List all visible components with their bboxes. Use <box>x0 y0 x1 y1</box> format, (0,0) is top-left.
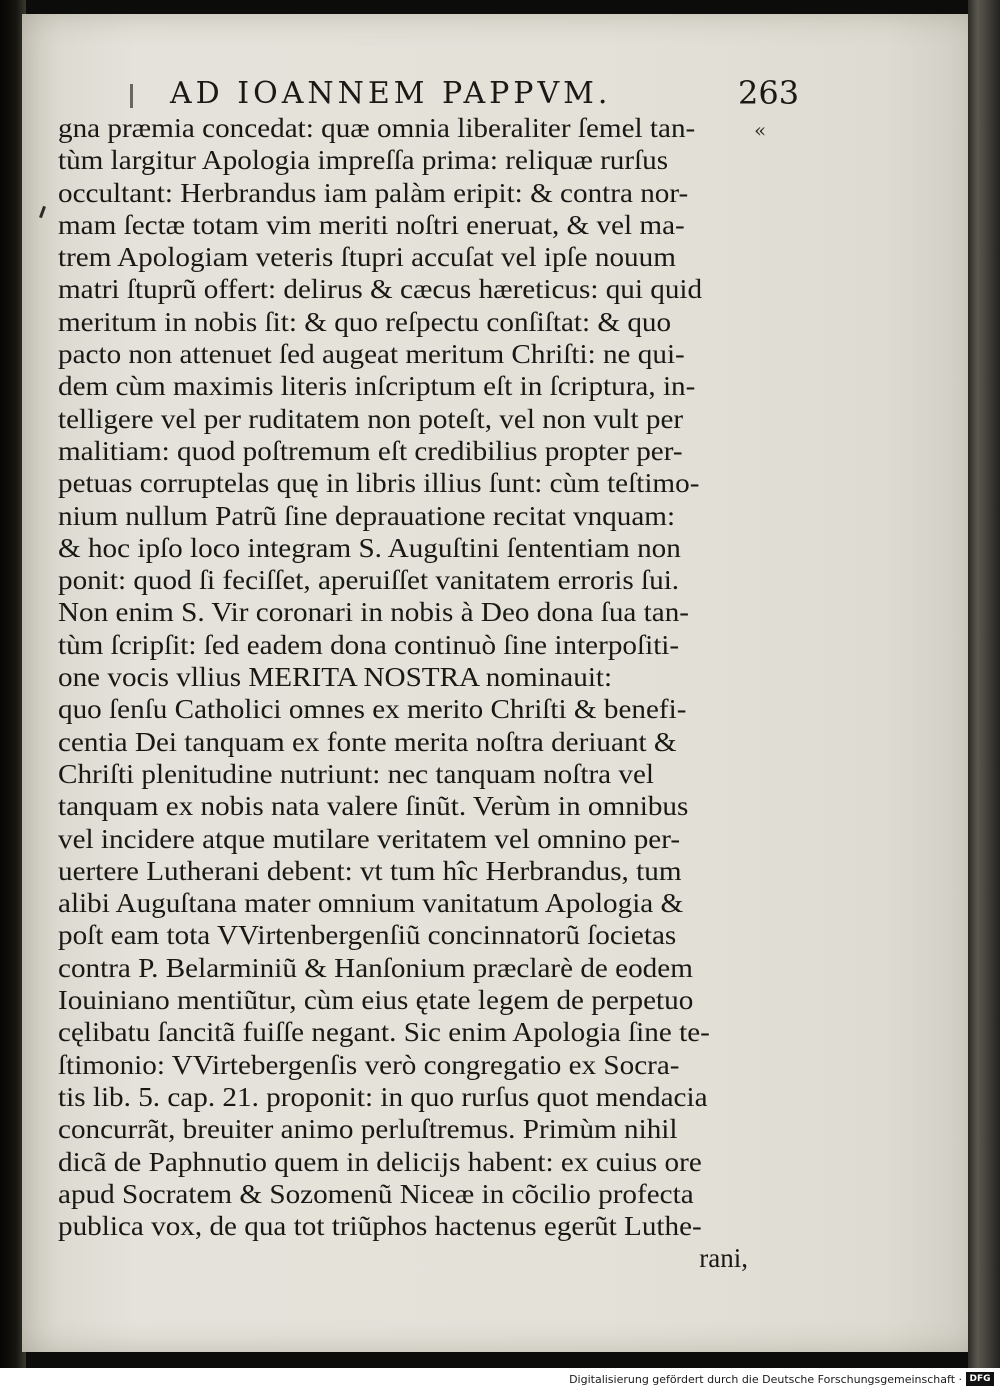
text-line: dicã de Paphnutio quem in delicijs habent: ex cuius ore <box>58 1146 702 1177</box>
text-line: ponit: quod ſi feciſſet, aperuiſſet vanitatem erroris ſui. <box>58 565 680 596</box>
text-line: occultant: Herbrandus iam palàm eripit: & contra nor- <box>58 177 689 208</box>
footer-bar <box>0 1368 1000 1391</box>
text-line: Chriſti plenitudine nutriunt: nec tanquam noſtra vel <box>58 758 655 789</box>
dfg-logo: DFG <box>966 1372 994 1386</box>
text-line: concurrãt, breuiter animo perluſtremus. Primùm nihil <box>58 1114 678 1145</box>
text-line: uertere Lutherani debent: vt tum hîc Herbrandus, tum <box>58 855 682 886</box>
text-line: tis lib. 5. cap. 21. proponit: in quo rurſus quot mendacia <box>58 1081 708 1112</box>
text-line: publica vox, de qua tot triũphos hactenus egerũt Luthe- <box>58 1211 702 1242</box>
running-title: AD IOANNEM PAPPVM. <box>170 76 612 111</box>
text-line: poſt eam tota VVirtenbergenſiũ concinnatorũ ſocietas <box>58 920 677 951</box>
header-mark <box>130 84 133 108</box>
text-line: telligere vel per ruditatem non poteſt, vel non vult per <box>58 403 684 434</box>
text-line: tùm ſcripſit: ſed eadem dona continuò ſine interpoſiti- <box>58 629 680 660</box>
funding-credit: Digitalisierung gefördert durch die Deutsche Forschungsgemeinschaft · <box>569 1373 962 1386</box>
text-line: nium nullum Patrũ ſine deprauatione recitat vnquam: <box>58 500 676 531</box>
catchword: rani, <box>699 1243 748 1274</box>
body-text <box>58 112 748 1275</box>
scan-right-edge <box>968 0 1000 1368</box>
text-line: ſtimonio: VVirtebergenſis verò congregatio ex Socra- <box>58 1049 680 1080</box>
text-line: one vocis vllius MERITA NOSTRA nominauit: <box>58 662 613 693</box>
text-line: alibi Auguſtana mater omnium vanitatum Apologia & <box>58 888 684 919</box>
text-line: tùm largitur Apologia impreſſa prima: reliquæ rurſus <box>58 145 669 176</box>
text-line: pacto non attenuet ſed augeat meritum Chriſti: ne qui- <box>58 339 685 370</box>
text-line: centia Dei tanquam ex fonte merita noſtra deriuant & <box>58 726 677 757</box>
text-line: trem Apologiam veteris ſtupri accuſat vel ipſe nouum <box>58 242 676 273</box>
text-line: vel incidere atque mutilare veritatem vel omnino per- <box>58 823 681 854</box>
text-line: cęlibatu ſancitã fuiſſe negant. Sic enim Apologia ſine te- <box>58 1017 710 1048</box>
page-number: 263 <box>738 74 800 112</box>
text-line: dem cùm maximis literis inſcriptum eſt in ſcriptura, in- <box>58 371 696 402</box>
text-line: contra P. Belarminiũ & Hanſonium præclarè de eodem <box>58 952 693 983</box>
text-line: Non enim S. Vir coronari in nobis à Deo dona ſua tan- <box>58 597 690 628</box>
text-line: tanquam ex nobis nata valere ſinũt. Verùm in omnibus <box>58 791 689 822</box>
text-line: malitiam: quod poſtremum eſt credibilius propter per- <box>58 435 683 466</box>
marginal-quote-mark: « <box>754 118 767 142</box>
text-line: quo ſenſu Catholici omnes ex merito Chriſti & benefi- <box>58 694 687 725</box>
text-line: meritum in nobis ſit: & quo reſpectu conſiſtat: & quo <box>58 306 672 337</box>
text-line: Iouiniano mentiũtur, cùm eius ętate legem de perpetuo <box>58 985 694 1016</box>
text-line: matri ſtuprũ offert: delirus & cæcus hæreticus: qui quid <box>58 274 703 305</box>
text-line: apud Socratem & Sozomenũ Niceæ in cõcilio profecta <box>58 1178 694 1209</box>
text-line: mam ſectæ totam vim meriti noſtri eneruat, & vel ma- <box>58 209 685 240</box>
text-line: gna præmia concedat: quæ omnia liberaliter ſemel tan- <box>58 113 696 143</box>
text-line: & hoc ipſo loco integram S. Auguſtini ſententiam non <box>58 532 681 563</box>
text-line: petuas corruptelas quę in libris illius ſunt: cùm teſtimo- <box>58 468 700 499</box>
